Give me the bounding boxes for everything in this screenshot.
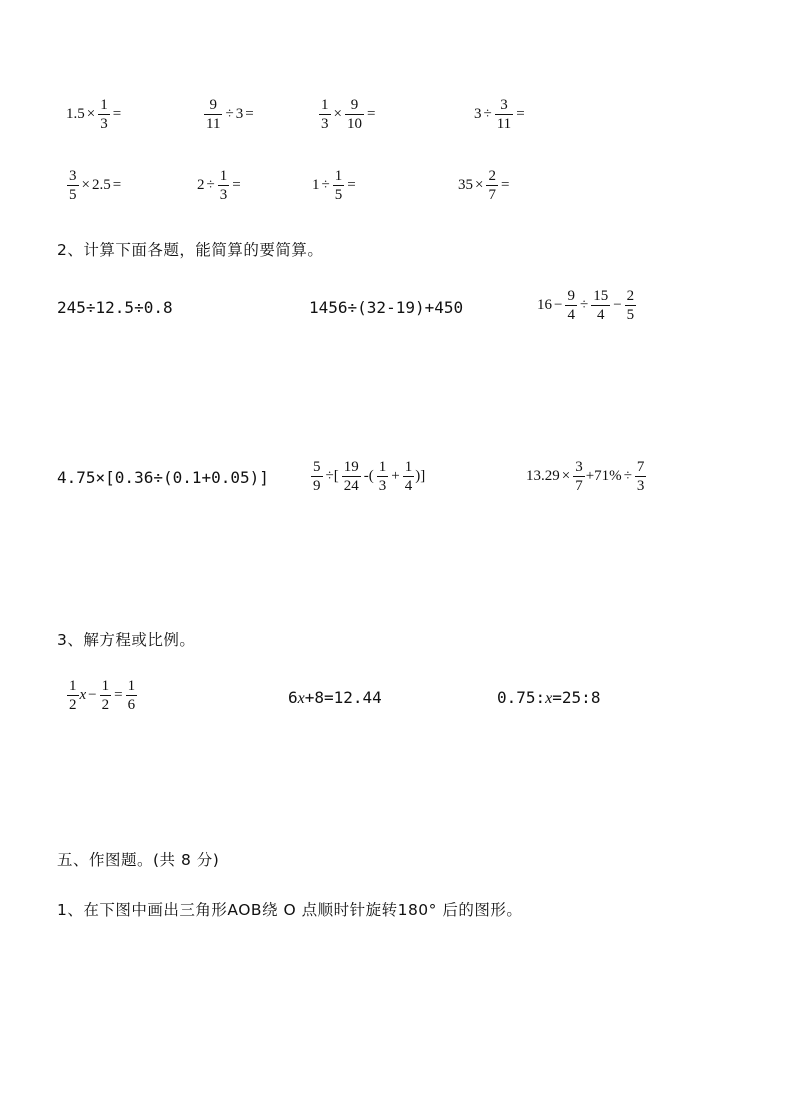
fraction	[591, 288, 610, 323]
numerator: 1	[219, 168, 228, 184]
fraction-bar	[486, 185, 498, 186]
fraction-bar	[403, 476, 415, 477]
fraction	[98, 97, 110, 132]
problem-4: 4.75×[0.36÷(0.1+0.05)]	[57, 468, 269, 487]
equals-sign: =	[500, 177, 510, 193]
operator: +	[391, 468, 400, 484]
fraction	[218, 168, 230, 203]
operator: −	[88, 687, 97, 703]
numerator: 9	[567, 288, 575, 304]
number: 1.5	[66, 106, 85, 122]
denominator: 6	[127, 697, 136, 713]
fraction	[625, 288, 637, 323]
fraction	[333, 168, 345, 203]
equals-sign: =	[245, 106, 254, 122]
drawing-question-1: 1、在下图中画出三角形AOB绕 O 点顺时针旋转180° 后的图形。	[57, 901, 523, 919]
number: 3	[474, 106, 482, 122]
denominator: 10	[346, 116, 362, 132]
fraction	[486, 168, 498, 203]
operator: ×	[86, 106, 96, 122]
numerator: 9	[350, 97, 359, 113]
numerator: 1	[101, 678, 110, 694]
operator: ×	[333, 106, 342, 122]
fraction-bar	[126, 695, 138, 696]
fraction	[67, 678, 79, 713]
denominator: 5	[334, 187, 343, 203]
denominator: 4	[404, 478, 413, 494]
row1-expr-4	[474, 97, 527, 132]
fraction-bar	[342, 476, 361, 477]
equals-sign: =	[366, 106, 376, 122]
operator: ×	[561, 468, 571, 484]
numerator: 1	[69, 678, 77, 694]
numerator: 1	[100, 97, 108, 113]
problem-2: 1456÷(32-19)+450	[309, 298, 464, 317]
number: 3	[235, 106, 244, 122]
numerator: 1	[127, 678, 136, 694]
equals-sign: =	[112, 177, 122, 193]
operator: -(	[363, 468, 374, 484]
fraction	[495, 97, 513, 132]
denominator: 3	[378, 478, 387, 494]
fraction	[319, 97, 331, 132]
denominator: 9	[313, 478, 321, 494]
denominator: 3	[219, 187, 228, 203]
operator: ÷	[225, 106, 234, 122]
row2-expr-1	[66, 168, 123, 203]
equation-2	[288, 688, 382, 708]
fraction-bar	[218, 185, 230, 186]
denominator: 5	[69, 187, 77, 203]
variable-x: x	[79, 687, 87, 703]
fraction	[573, 459, 585, 494]
problem-6	[526, 459, 647, 494]
equation-rest: +8=12.44	[304, 688, 382, 707]
denominator: 5	[626, 307, 635, 323]
row1-expr-2	[203, 97, 256, 132]
numerator: 1	[334, 168, 343, 184]
equals-sign: =	[232, 177, 241, 193]
operator: ÷	[483, 106, 492, 122]
term: +71%	[585, 468, 622, 484]
row2-expr-3	[312, 168, 358, 203]
ratio-right: =25:8	[552, 688, 601, 707]
row2-expr-4	[458, 168, 511, 203]
fraction-bar	[67, 695, 79, 696]
number: 16	[537, 297, 552, 313]
fraction	[565, 288, 577, 323]
section3-heading: 3、解方程或比例。	[57, 631, 196, 649]
denominator: 3	[100, 116, 108, 132]
number: 6	[288, 688, 298, 707]
number: 35	[458, 177, 473, 193]
fraction	[342, 459, 361, 494]
numerator: 19	[343, 459, 359, 475]
denominator: 11	[206, 116, 221, 132]
bracket: )]	[415, 468, 426, 484]
problem-1: 245÷12.5÷0.8	[57, 298, 173, 317]
fraction	[311, 459, 323, 494]
operator: ×	[81, 177, 90, 193]
number: 13.29	[526, 468, 560, 484]
denominator: 2	[69, 697, 77, 713]
section2-heading: 2、计算下面各题，能简算的要简算。	[57, 241, 324, 259]
problem-3	[537, 288, 637, 323]
fraction-bar	[100, 695, 112, 696]
numerator: 3	[575, 459, 583, 475]
fraction-bar	[573, 476, 585, 477]
equation-1	[66, 678, 138, 713]
numerator: 1	[321, 97, 329, 113]
fraction-bar	[204, 114, 222, 115]
variable-x: x	[545, 690, 553, 707]
row1-expr-1	[66, 97, 123, 132]
row2-expr-2	[197, 168, 243, 203]
operator: ×	[475, 177, 484, 193]
fraction	[67, 168, 79, 203]
numerator: 3	[500, 97, 508, 113]
numerator: 3	[69, 168, 77, 184]
fraction-bar	[495, 114, 513, 115]
number: 2.5	[91, 177, 111, 193]
fraction-bar	[67, 185, 79, 186]
operator: −	[554, 297, 563, 313]
numerator: 2	[488, 168, 496, 184]
numerator: 2	[626, 288, 635, 304]
numerator: 9	[209, 97, 217, 113]
fraction-bar	[565, 305, 577, 306]
denominator: 7	[488, 187, 496, 203]
denominator: 7	[575, 478, 583, 494]
fraction	[345, 97, 364, 132]
fraction-bar	[333, 185, 345, 186]
numerator: 5	[313, 459, 321, 475]
numerator: 1	[404, 459, 413, 475]
denominator: 11	[496, 116, 512, 132]
fraction	[403, 459, 415, 494]
fraction-bar	[625, 305, 637, 306]
fraction-bar	[377, 476, 389, 477]
denominator: 2	[101, 697, 110, 713]
operator: ÷	[206, 177, 215, 193]
number: 1	[312, 177, 320, 193]
fraction-bar	[98, 114, 110, 115]
operator: ÷	[321, 177, 330, 193]
operator: ÷[	[325, 468, 339, 484]
fraction-bar	[345, 114, 364, 115]
equals-sign: =	[347, 177, 356, 193]
equals-sign: =	[516, 106, 525, 122]
fraction	[377, 459, 389, 494]
problem-5	[310, 459, 425, 494]
equals-sign: =	[112, 106, 122, 122]
numerator: 7	[636, 459, 645, 475]
fraction-bar	[319, 114, 331, 115]
equals-sign: =	[114, 687, 123, 703]
denominator: 24	[343, 478, 359, 494]
numerator: 15	[593, 288, 609, 304]
proportion-3	[497, 688, 600, 708]
denominator: 4	[567, 307, 575, 323]
ratio-left: 0.75:	[497, 688, 546, 707]
fraction	[100, 678, 112, 713]
denominator: 3	[636, 478, 645, 494]
fraction	[126, 678, 138, 713]
variable-x: x	[297, 690, 305, 707]
fraction-bar	[311, 476, 323, 477]
numerator: 1	[378, 459, 387, 475]
operator: ÷	[579, 297, 589, 313]
row1-expr-3	[318, 97, 377, 132]
section5-heading: 五、作图题。(共 8 分)	[57, 851, 220, 869]
denominator: 4	[596, 307, 605, 323]
fraction	[204, 97, 222, 132]
fraction-bar	[635, 476, 647, 477]
operator: −	[613, 297, 622, 313]
number: 2	[197, 177, 205, 193]
denominator: 3	[321, 116, 329, 132]
operator: ÷	[623, 468, 632, 484]
fraction	[635, 459, 647, 494]
fraction-bar	[591, 305, 610, 306]
